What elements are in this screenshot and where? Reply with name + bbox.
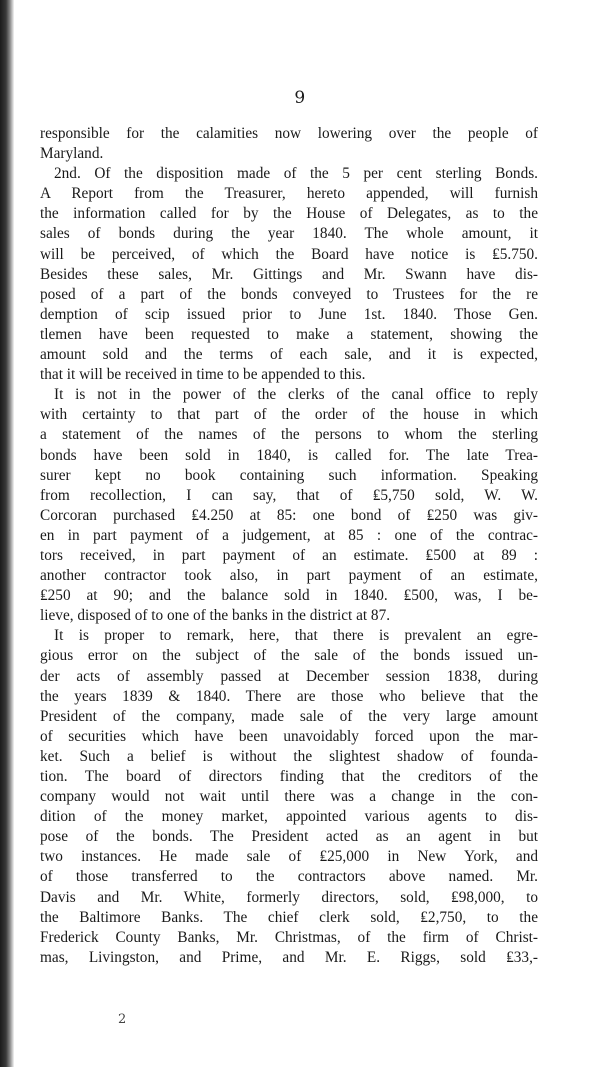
text-line: tion. The board of directors finding that the creditors of the — [40, 768, 538, 785]
text-line: posed of a part of the bonds conveyed to Trustees for the re — [40, 285, 538, 303]
text-line: the years 1839 & 1840. There are those who believe that the — [40, 687, 538, 705]
text-line: ket. Such a belief is without the slightest shadow of founda- — [40, 747, 538, 765]
body-text — [40, 124, 538, 968]
text-line: of securities which have been unavoidably forced upon the mar- — [40, 727, 538, 745]
text-line: surer kept no book containing such information. Speaking — [40, 466, 538, 484]
text-line: lieve, disposed of to one of the banks in the district at 87. — [40, 607, 391, 625]
text-line: demption of scip issued prior to June 1st. 1840. Those Gen. — [40, 305, 538, 323]
text-line: tlemen have been requested to make a statement, showing the — [40, 325, 538, 343]
text-line: President of the company, made sale of the very large amount — [40, 707, 538, 725]
text-line: the Baltimore Banks. The chief clerk sold, ₤2,750, to the — [40, 908, 538, 926]
text-line: another contractor took also, in part payment of an estimate, — [40, 567, 538, 585]
text-line: Corcoran purchased ₤4.250 at 85: one bond of ₤250 was giv- — [40, 506, 538, 524]
text-line: der acts of assembly passed at December session 1838, during — [40, 667, 538, 685]
page-binding-edge — [0, 0, 14, 1067]
text-line: a statement of the names of the persons to whom the sterling — [40, 426, 538, 444]
text-line: Besides these sales, Mr. Gittings and Mr. Swann have dis- — [40, 265, 538, 283]
text-line: that it will be received in time to be appended to this. — [40, 366, 366, 384]
page-number: 9 — [294, 88, 306, 108]
text-line: tors received, in part payment of an estimate. ₤500 at 89 : — [40, 546, 538, 564]
text-line: 2nd. Of the disposition made of the 5 per cent sterling Bonds. — [54, 165, 538, 183]
text-line: Davis and Mr. White, formerly directors, sold, ₤98,000, to — [40, 888, 538, 906]
text-line: sales of bonds during the year 1840. The whole amount, it — [40, 225, 538, 243]
text-line: A Report from the Treasurer, hereto appended, will furnish — [40, 185, 538, 203]
text-line: It is proper to remark, here, that there is prevalent an egre- — [54, 627, 538, 645]
text-line: will be perceived, of which the Board have notice is ₤5.750. — [40, 245, 538, 263]
text-line: the information called for by the House of Delegates, as to the — [40, 205, 538, 223]
text-line: dition of the money market, appointed various agents to dis- — [40, 808, 538, 826]
text-line: mas, Livingston, and Prime, and Mr. E. Riggs, sold ₤33,- — [40, 948, 538, 966]
text-line: two instances. He made sale of ₤25,000 in New York, and — [40, 848, 538, 866]
text-line: responsible for the calamities now lowering over the people of — [40, 125, 538, 142]
text-line: from recollection, I can say, that of ₤5,750 sold, W. W. — [40, 486, 538, 504]
text-line: Frederick County Banks, Mr. Christmas, of the firm of Christ- — [40, 928, 538, 946]
text-line: pose of the bonds. The President acted as an agent in but — [40, 828, 538, 846]
text-line: with certainty to that part of the order of the house in which — [40, 406, 538, 424]
text-line: of those transferred to the contractors above named. Mr. — [40, 868, 538, 886]
text-line: Maryland. — [40, 145, 104, 163]
text-line: gious error on the subject of the sale of the bonds issued un- — [40, 647, 538, 665]
text-line: company would not wait until there was a change in the con- — [40, 788, 538, 806]
text-line: It is not in the power of the clerks of the canal office to reply — [54, 386, 538, 404]
text-line: amount sold and the terms of each sale, and it is expected, — [40, 346, 538, 364]
text-line: ₤250 at 90; and the balance sold in 1840. ₤500, was, I be- — [40, 587, 538, 605]
text-line: en in part payment of a judgement, at 85 : one of the contrac- — [40, 526, 538, 544]
text-line: bonds have been sold in 1840, is called for. The late Trea- — [40, 446, 538, 464]
signature-mark: 2 — [118, 1012, 127, 1027]
